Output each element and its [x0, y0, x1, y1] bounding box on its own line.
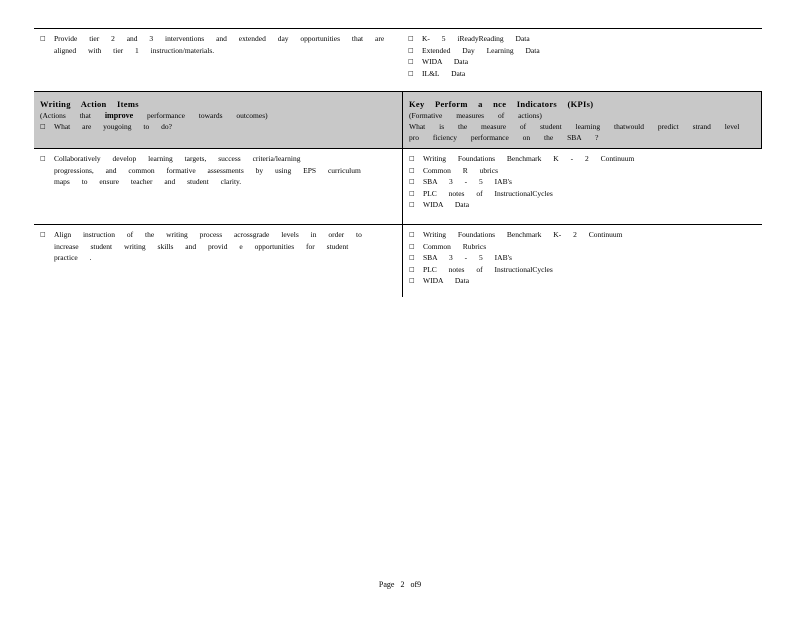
- checkbox-bullet-icon: □: [409, 277, 415, 284]
- header-subtitle: (Actions that: [40, 111, 91, 120]
- checkbox-bullet-icon: □: [409, 254, 415, 261]
- kpi-item: K- 5 iReadyReading Data: [422, 34, 530, 43]
- checkbox-bullet-icon: □: [40, 155, 46, 162]
- action-text: Align instruction of the writing process acrossgrade levels in order to: [54, 230, 362, 239]
- kpi-item: SBA 3 - 5 IAB's: [423, 253, 512, 262]
- checkbox-bullet-icon: □: [40, 231, 46, 238]
- checkbox-bullet-icon: □: [40, 123, 46, 130]
- action-cell: [34, 29, 402, 91]
- action-items-title: Writing Action Items: [40, 99, 139, 109]
- action-text: practice .: [54, 253, 92, 262]
- kpi-question: What is the measure of student learning thatwould predict strand level: [409, 122, 740, 131]
- kpi-item: PLC notes of InstructionalCycles: [423, 264, 553, 274]
- kpi-cell: [402, 225, 762, 297]
- kpi-item: WIDA Data: [423, 276, 470, 285]
- action-text: maps to ensure teacher and student clarity.: [54, 177, 242, 186]
- action-text: increase student writing skills and provid e opportunities for student: [54, 241, 349, 251]
- checkbox-bullet-icon: □: [409, 231, 415, 238]
- checkbox-bullet-icon: □: [409, 166, 415, 174]
- kpi-item: WIDA Data: [423, 200, 470, 209]
- checkbox-bullet-icon: □: [40, 35, 46, 42]
- table-row: [34, 29, 762, 91]
- action-plan-table: [34, 28, 762, 297]
- action-cell: [34, 225, 402, 297]
- kpi-item: SBA 3 - 5 IAB's: [423, 177, 512, 186]
- kpi-cell: [402, 149, 762, 224]
- kpi-header: [402, 92, 762, 148]
- action-text: progressions, and common formative assessments by using EPS curriculum: [54, 165, 361, 175]
- checkbox-bullet-icon: □: [409, 201, 415, 208]
- kpi-title: Key Perform a nce Indicators (KPIs): [409, 99, 594, 109]
- kpi-cell: [402, 29, 762, 91]
- page-number: Page 2 of9: [378, 580, 422, 589]
- table-row: [34, 225, 762, 297]
- checkbox-bullet-icon: □: [409, 242, 415, 250]
- kpi-question-cont: pro ficiency performance on the SBA ?: [409, 133, 599, 142]
- kpi-item: PLC notes of InstructionalCycles: [423, 188, 553, 198]
- table-row: [34, 149, 762, 225]
- checkbox-bullet-icon: □: [409, 265, 415, 273]
- checkbox-bullet-icon: □: [408, 58, 414, 65]
- header-emphasis: improve: [104, 111, 134, 120]
- action-items-header: [34, 92, 402, 148]
- header-subtitle-end: performance towards outcomes): [147, 111, 268, 120]
- kpi-item: IL&L Data: [422, 68, 466, 78]
- checkbox-bullet-icon: □: [409, 189, 415, 197]
- action-text: aligned with tier 1 instruction/materials.: [54, 45, 215, 55]
- action-cell: [34, 149, 402, 224]
- kpi-item: Common Rubrics: [423, 241, 487, 251]
- checkbox-bullet-icon: □: [408, 46, 414, 54]
- kpi-item: Writing Foundations Benchmark K- 2 Continuum: [423, 230, 623, 239]
- checkbox-bullet-icon: □: [409, 155, 415, 162]
- kpi-item: Writing Foundations Benchmark K - 2 Continuum: [423, 154, 635, 163]
- action-text: Collaboratively develop learning targets, success criteria/learning: [54, 154, 301, 163]
- kpi-item: Extended Day Learning Data: [422, 45, 540, 55]
- kpi-item: Common R ubrics: [423, 165, 499, 175]
- table-header-row: [34, 91, 762, 149]
- kpi-subtitle: (Formative measures of actions): [409, 111, 542, 120]
- checkbox-bullet-icon: □: [408, 35, 414, 42]
- action-text: Provide tier 2 and 3 interventions and extended day opportunities that are: [54, 34, 385, 43]
- kpi-item: WIDA Data: [422, 57, 469, 66]
- checkbox-bullet-icon: □: [409, 178, 415, 185]
- header-question: What are yougoing to do?: [54, 122, 172, 131]
- checkbox-bullet-icon: □: [408, 69, 414, 77]
